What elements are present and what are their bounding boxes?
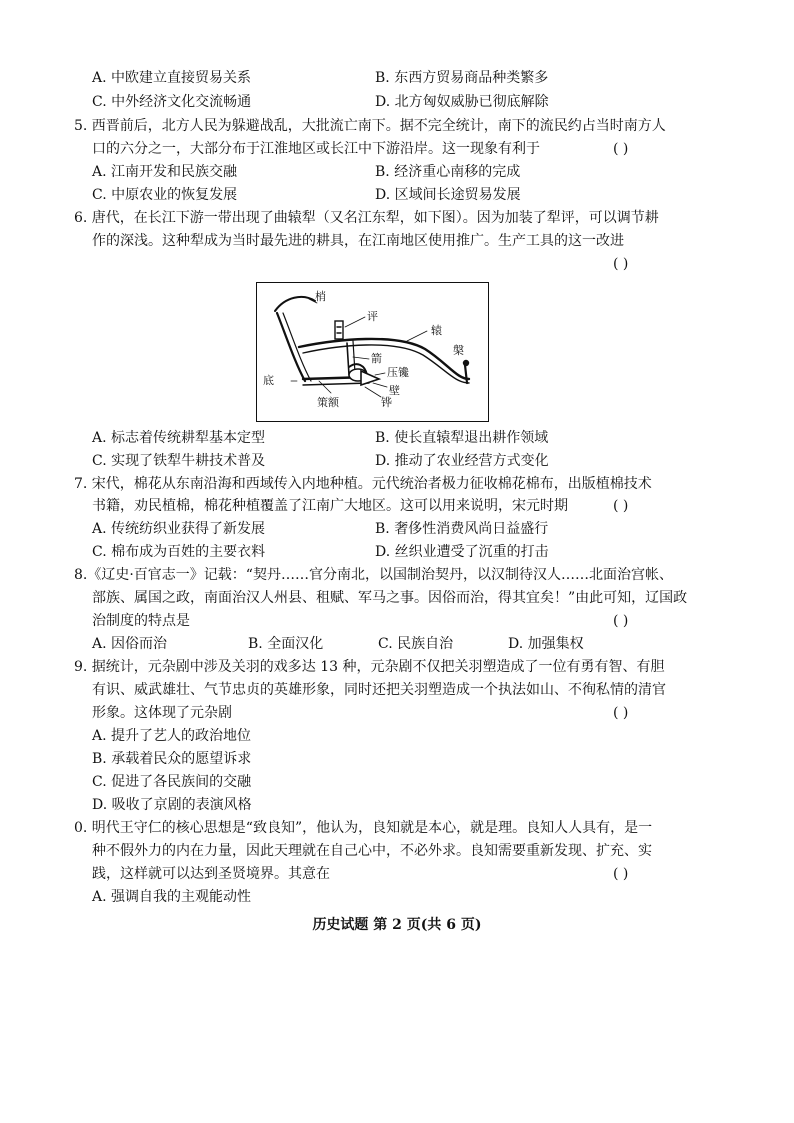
q10-stem-line3: 践，这样就可以达到圣贤境界。其意在 [92, 866, 330, 882]
q9-stem-line3: 形象。这体现了元杂剧 [92, 705, 232, 721]
figure-label-jian: 箭 [371, 352, 382, 365]
q9-option-d: D. 吸收了京剧的表演风格 [92, 797, 252, 813]
figure-label-pan: 槃 [453, 344, 464, 357]
figure-label-shao: 梢 [315, 290, 326, 303]
q8-option-b: B. 全面汉化 [248, 636, 324, 652]
figure-label-cehe: 策额 [317, 396, 339, 409]
q9-answer-paren: ( ) [613, 705, 629, 721]
curved-plough-figure [256, 282, 489, 422]
q8-stem-line1: 8.《辽史·百官志一》记载：“契丹……官分南北，以国制治契丹，以汉制待汉人……北面治宫帐、 [74, 567, 673, 583]
figure-label-di: 底 [263, 374, 274, 387]
q8-option-a: A. 因俗而治 [92, 636, 168, 652]
q5-option-a: A. 江南开发和民族交融 [92, 164, 238, 180]
figure-label-bi: 壁 [389, 384, 400, 397]
q9-stem-line2: 有识、威武雄壮、气节忠贞的英雄形象，同时还把关羽塑造成一个执法如山、不徇私情的清官 [92, 682, 666, 698]
figure-label-ping: 评 [367, 310, 378, 323]
figure-label-yachan: 压镵 [387, 366, 409, 379]
q6-stem-line2: 作的深浅。这种犁成为当时最先进的耕具，在江南地区使用推广。生产工具的这一改进 [92, 233, 624, 249]
q7-option-c: C. 棉布成为百姓的主要衣料 [92, 544, 266, 560]
q9-option-c: C. 促进了各民族间的交融 [92, 774, 252, 790]
page-footer: 历史试题 第 2 页(共 6 页) [312, 917, 482, 933]
q6-option-c: C. 实现了铁犁牛耕技术普及 [92, 453, 266, 469]
q9-stem-line1: 9. 据统计，元杂剧中涉及关羽的戏多达 13 种，元杂剧不仅把关羽塑造成了一位有勇有智、有胆 [74, 659, 665, 675]
q5-stem-line2: 口的六分之一，大部分布于江淮地区或长江中下游沿岸。这一现象有利于 [92, 141, 540, 157]
q8-option-d: D. 加强集权 [508, 636, 584, 652]
q10-stem-line1: 0. 明代王守仁的核心思想是“致良知”，他认为，良知就是本心，就是理。良知人人具有，是一 [74, 820, 653, 836]
q8-option-c: C. 民族自治 [378, 636, 454, 652]
q5-option-b: B. 经济重心南移的完成 [375, 164, 521, 180]
q7-option-d: D. 丝织业遭受了沉重的打击 [375, 544, 549, 560]
q9-option-a: A. 提升了艺人的政治地位 [92, 728, 252, 744]
q4-option-c: C. 中外经济文化交流畅通 [92, 94, 252, 110]
q7-option-a: A. 传统纺织业获得了新发展 [92, 521, 266, 537]
q6-answer-paren: ( ) [613, 256, 629, 272]
q8-stem-line3: 治制度的特点是 [92, 613, 190, 629]
q7-stem-line1: 7. 宋代，棉花从东南沿海和西域传入内地种植。元代统治者极力征收棉花棉布，出版植棉技术 [74, 476, 652, 492]
q9-option-b: B. 承载着民众的愿望诉求 [92, 751, 252, 767]
q4-option-d: D. 北方匈奴威胁已彻底解除 [375, 94, 549, 110]
q6-option-b: B. 使长直辕犁退出耕作领域 [375, 430, 549, 446]
q10-option-a: A. 强调自我的主观能动性 [92, 889, 252, 905]
q8-answer-paren: ( ) [613, 613, 629, 629]
figure-label-chan: 铧 [381, 396, 392, 409]
q7-option-b: B. 奢侈性消费风尚日益盛行 [375, 521, 549, 537]
q7-stem-line2: 书籍，劝民植棉，棉花种植覆盖了江南广大地区。这可以用来说明，宋元时期 [92, 498, 568, 514]
q10-stem-line2: 种不假外力的内在力量，因此天理就在自己心中，不必外求。良知需要重新发现、扩充、实 [92, 843, 652, 859]
figure-label-yuan: 辕 [431, 324, 442, 337]
q4-option-b: B. 东西方贸易商品种类繁多 [375, 70, 549, 86]
q8-stem-line2: 部族、属国之政，南面治汉人州县、租赋、军马之事。因俗而治，得其宜矣！”由此可知，辽国政 [92, 590, 688, 606]
q6-stem-line1: 6. 唐代，在长江下游一带出现了曲辕犁（又名江东犁，如下图）。因为加装了犁评，可以调节耕 [74, 210, 659, 226]
q7-answer-paren: ( ) [613, 498, 629, 514]
q5-answer-paren: ( ) [613, 141, 629, 157]
q10-answer-paren: ( ) [613, 866, 629, 882]
q5-stem-line1: 5. 西晋前后，北方人民为躲避战乱，大批流亡南下。据不完全统计，南下的流民约占当时南方人 [74, 118, 666, 134]
q5-option-d: D. 区域间长途贸易发展 [375, 187, 521, 203]
q6-option-d: D. 推动了农业经营方式变化 [375, 453, 549, 469]
q5-option-c: C. 中原农业的恢复发展 [92, 187, 238, 203]
q4-option-a: A. 中欧建立直接贸易关系 [92, 70, 252, 86]
q6-option-a: A. 标志着传统耕犁基本定型 [92, 430, 266, 446]
